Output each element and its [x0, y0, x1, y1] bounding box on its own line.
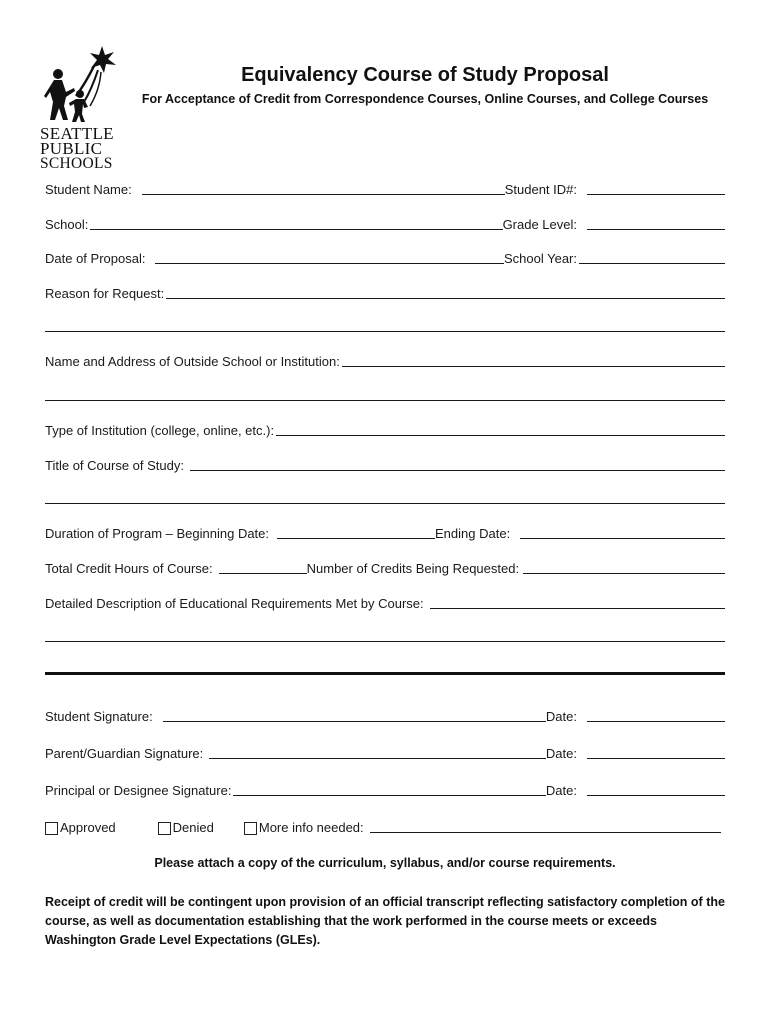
- grade-level-label: Grade Level:: [502, 217, 577, 232]
- principal-date-field[interactable]: [587, 781, 725, 796]
- description-label: Detailed Description of Educational Requirements Met by Course:: [45, 596, 424, 611]
- star-children-icon: [44, 44, 118, 124]
- description-row: [45, 593, 725, 611]
- reason-label: Reason for Request:: [45, 286, 165, 301]
- outside-school-field-line-2[interactable]: [45, 400, 725, 401]
- ending-date-label: Ending Date:: [435, 526, 511, 541]
- seattle-public-schools-logo: [40, 44, 120, 176]
- student-name-field[interactable]: [142, 180, 505, 195]
- student-name-row: [45, 179, 725, 197]
- school-label: School:: [45, 217, 89, 232]
- more-info-checkbox[interactable]: [244, 822, 257, 835]
- principal-signature-field[interactable]: [233, 781, 545, 796]
- attach-note: Please attach a copy of the curriculum, syllabus, and/or course requirements.: [154, 856, 616, 870]
- approved-option: [45, 820, 116, 835]
- school-field[interactable]: [90, 215, 502, 230]
- reason-field-line-2[interactable]: [45, 331, 725, 332]
- beginning-date-label: Duration of Program – Beginning Date:: [45, 526, 270, 541]
- grade-level-field[interactable]: [587, 215, 725, 230]
- outside-school-row: [45, 351, 725, 369]
- student-name-label: Student Name:: [45, 182, 132, 197]
- parent-date-label: Date:: [545, 746, 577, 761]
- more-info-field[interactable]: [370, 818, 721, 833]
- ending-date-field[interactable]: [520, 524, 725, 539]
- denied-label: Denied: [172, 820, 214, 835]
- outside-school-field[interactable]: [342, 352, 725, 367]
- student-signature-field[interactable]: [163, 707, 546, 722]
- date-of-proposal-label: Date of Proposal:: [45, 251, 146, 266]
- school-year-label: School Year:: [503, 251, 577, 266]
- total-credit-hours-label: Total Credit Hours of Course:: [45, 561, 213, 576]
- school-row: [45, 214, 725, 232]
- date-of-proposal-field[interactable]: [155, 249, 504, 264]
- course-title-field[interactable]: [190, 456, 725, 471]
- institution-type-row: [45, 420, 725, 438]
- beginning-date-field[interactable]: [277, 524, 435, 539]
- approval-row: [45, 817, 721, 835]
- section-divider: [45, 672, 725, 675]
- institution-type-field[interactable]: [276, 421, 725, 436]
- description-field[interactable]: [430, 594, 725, 609]
- principal-date-label: Date:: [545, 783, 577, 798]
- more-info-option: [244, 820, 364, 835]
- principal-signature-row: [45, 780, 725, 798]
- parent-date-field[interactable]: [587, 744, 725, 759]
- student-date-label: Date:: [545, 709, 577, 724]
- course-title-row: [45, 455, 725, 473]
- principal-signature-label: Principal or Designee Signature:: [45, 783, 232, 798]
- student-signature-label: Student Signature:: [45, 709, 153, 724]
- approved-label: Approved: [60, 820, 116, 835]
- total-credit-hours-field[interactable]: [219, 559, 307, 574]
- reason-field[interactable]: [166, 284, 725, 299]
- approved-checkbox[interactable]: [45, 822, 58, 835]
- denied-checkbox[interactable]: [158, 822, 171, 835]
- student-date-field[interactable]: [587, 707, 725, 722]
- parent-signature-label: Parent/Guardian Signature:: [45, 746, 204, 761]
- student-id-label: Student ID#:: [504, 182, 577, 197]
- more-info-label: More info needed:: [258, 820, 364, 835]
- receipt-note: Receipt of credit will be contingent upon provision of an official transcript reflecting satisfactory completion of the course, as well as documentation establishing that the work performed in the course meets or exceeds Washington Grade Level Expectations (GLEs).: [45, 895, 725, 947]
- page-title: Equivalency Course of Study Proposal: [241, 64, 609, 86]
- credits-requested-label: Number of Credits Being Requested:: [306, 561, 520, 576]
- parent-signature-field[interactable]: [209, 744, 546, 759]
- logo-schools: SCHOOLS: [40, 155, 113, 172]
- parent-signature-row: [45, 743, 725, 761]
- outside-school-label: Name and Address of Outside School or Institution:: [45, 354, 340, 369]
- duration-row: [45, 523, 725, 541]
- logo-seattle: SEATTLE: [40, 124, 114, 143]
- logo-public: PUBLIC: [40, 139, 103, 158]
- student-id-field[interactable]: [587, 180, 725, 195]
- date-of-proposal-row: [45, 248, 725, 266]
- course-title-label: Title of Course of Study:: [45, 458, 184, 473]
- course-title-field-line-2[interactable]: [45, 503, 725, 504]
- school-year-field[interactable]: [579, 249, 725, 264]
- institution-type-label: Type of Institution (college, online, etc.):: [45, 423, 275, 438]
- page-subtitle: For Acceptance of Credit from Correspondence Courses, Online Courses, and College Courses: [141, 92, 709, 106]
- credits-requested-field[interactable]: [523, 559, 725, 574]
- reason-row: [45, 283, 725, 301]
- credits-row: [45, 558, 725, 576]
- denied-option: [158, 820, 214, 835]
- student-signature-row: [45, 706, 725, 724]
- description-field-line-2[interactable]: [45, 641, 725, 642]
